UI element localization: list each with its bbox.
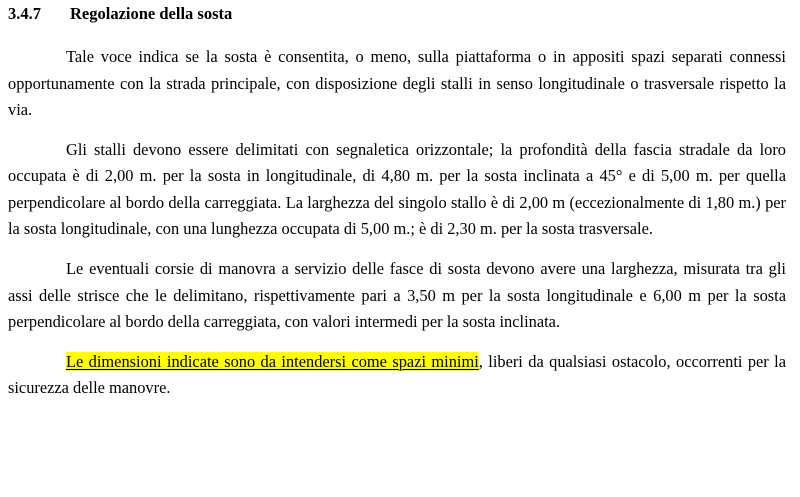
section-title: Regolazione della sosta	[70, 4, 233, 23]
paragraph-4-rest: , liberi da qualsiasi ostacolo, occorrenti per la sicurezza delle manovre.	[8, 351, 786, 398]
paragraph-3: Le eventuali corsie di manovra a servizio delle fasce di sosta devono avere una larghezza, misurata tra gli assi delle strisce che le delimitano, rispettivamente pari a 3,50 m per la sosta longitudinale e 6,00 m per la sosta perpendicolare al bordo della carreggiata, con valori intermedi per la sosta inclinata.	[8, 259, 786, 332]
paragraph-4	[8, 349, 786, 402]
paragraph-2: Gli stalli devono essere delimitati con segnaletica orizzontale; la profondità della fascia stradale da loro occupata è di 2,00 m. per la sosta in longitudinale, di 4,80 m. per la sosta inclinata a 45° e di 5,00 m. per quella perpendicolare al bordo della carreggiata. La larghezza del singolo stallo è di 2,00 m (eccezionalmente di 1,80 m.) per la sosta longitudinale, con una lunghezza occupata di 5,00 m.; è di 2,30 m. per la sosta trasversale.	[8, 139, 786, 239]
section-number: 3.4.7	[8, 4, 41, 23]
paragraph-1: Tale voce indica se la sosta è consentita, o meno, sulla piattaforma o in appositi spazi separati connessi opportunamente con la strada principale, con disposizione degli stalli in senso longitudinale o trasversale rispetto la via.	[8, 47, 786, 120]
document-body	[0, 44, 800, 402]
highlighted-text: Le dimensioni indicate sono da intendersi come spazi minimi	[66, 351, 479, 371]
section-heading	[0, 0, 800, 24]
